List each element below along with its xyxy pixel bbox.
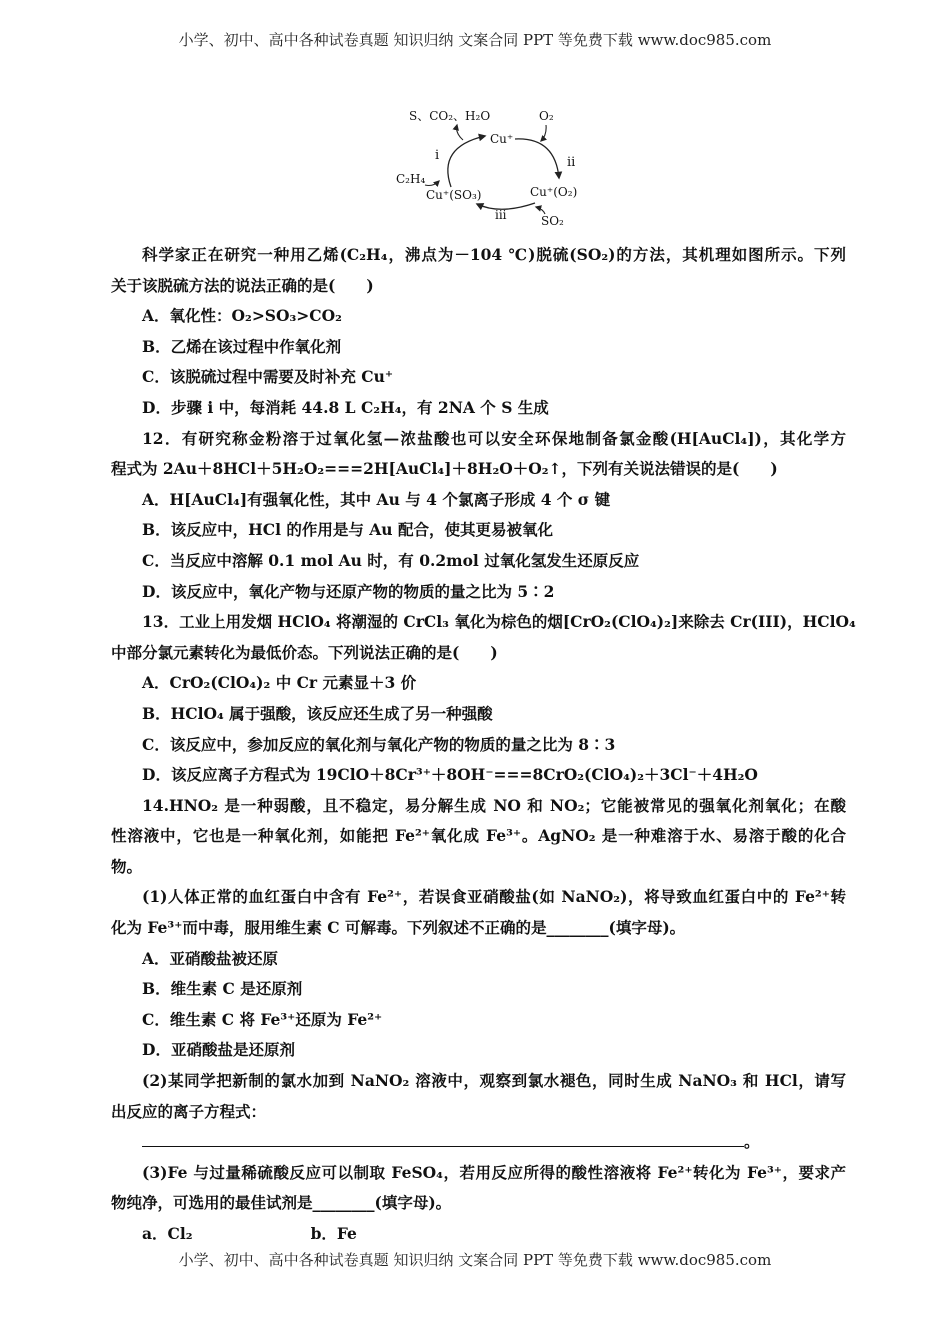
q11-option-c: C．该脱硫过程中需要及时补充 Cu⁺	[142, 367, 394, 387]
q12-option-c: C．当反应中溶解 0.1 mol Au 时，有 0.2mol 过氧化氢发生还原反应	[142, 550, 640, 570]
so2-entry-arrow	[536, 207, 545, 214]
q14-part3-options-row	[111, 1219, 846, 1250]
cycle-arc-top-right	[515, 139, 559, 178]
answer-blank-line[interactable]	[142, 1130, 744, 1147]
diagram-step-i-label: i	[435, 148, 440, 163]
q12-stem-line2: 程式为 2Au＋8HCl＋5H₂O₂===2H[AuCl₄]＋8H₂O＋O₂↑，下列有关说法错误的是( )	[111, 459, 778, 479]
q13-option-b: B．HClO₄ 属于强酸，该反应还生成了另一种强酸	[142, 703, 493, 723]
q13-option-a: A．CrO₂(ClO₄)₂ 中 Cr 元素显＋3 价	[142, 673, 417, 693]
q14-part3-option-a: a．Cl₂	[142, 1224, 193, 1243]
diagram-cu-so3-label: Cu⁺(SO₃)	[426, 188, 482, 202]
answer-end-mark: 。	[744, 1132, 760, 1152]
q14-part3-line2: 物纯净，可选用的最佳试剂是________(填字母)。	[111, 1193, 452, 1213]
q14-part2-line2: 出反应的离子方程式：	[111, 1101, 267, 1121]
q12-option-d: D．该反应中，氧化产物与还原产物的物质的量之比为 5∶2	[142, 581, 555, 601]
diagram-step-ii-label: ii	[567, 155, 576, 170]
q14-part1-option-a: A．亚硝酸盐被还原	[142, 948, 279, 968]
q14-part3-line1: (3)Fe 与过量稀硫酸反应可以制取 FeSO₄，若用反应所得的酸性溶液将 Fe²⁺转化为 Fe³⁺，要求产	[142, 1162, 846, 1182]
o2-entry-arrow	[541, 125, 546, 141]
q13-stem-line1: 13．工业上用发烟 HClO₄ 将潮湿的 CrCl₃ 氧化为棕色的烟[CrO₂(ClO₄)₂]来除去 Cr(III)，HClO₄	[142, 612, 856, 632]
q14-part2-line1: (2)某同学把新制的氯水加到 NaNO₂ 溶液中，观察到氯水褪色，同时生成 NaNO₃ 和 HCl，请写	[142, 1071, 846, 1091]
q14-part1-line1: (1)人体正常的血红蛋白中含有 Fe²⁺，若误食亚硝酸盐(如 NaNO₂)，将导致血红蛋白中的 Fe²⁺转	[142, 887, 846, 907]
q11-option-b: B．乙烯在该过程中作氧化剂	[142, 336, 342, 356]
q14-part1-line2: 化为 Fe³⁺而中毒，服用维生素 C 可解毒。下列叙述不正确的是________(填字母)。	[111, 918, 686, 938]
mechanism-diagram	[395, 103, 595, 233]
diagram-step-iii-label: iii	[495, 208, 507, 222]
q12-stem-line1: 12．有研究称金粉溶于过氧化氢—浓盐酸也可以安全环保地制备氯金酸(H[AuCl₄])，其化学方	[142, 428, 846, 448]
c2h4-entry-arrow	[425, 181, 439, 186]
q14-intro-line2: 性溶液中，它也是一种氧化剂，如能把 Fe²⁺氧化成 Fe³⁺。AgNO₂ 是一种难溶于水、易溶于酸的化合	[111, 826, 846, 846]
q11-option-d: D．步骤 i 中，每消耗 44.8 L C₂H₄，有 2NA 个 S 生成	[142, 397, 549, 417]
q14-part2-answer-row	[111, 1127, 846, 1158]
q14-part1-option-b: B．维生素 C 是还原剂	[142, 979, 303, 999]
q11-option-a: A．氧化性：O₂>SO₃>CO₂	[142, 306, 342, 326]
page-footer: 小学、初中、高中各种试卷真题 知识归纳 文案合同 PPT 等免费下载 www.doc985.com	[178, 1251, 772, 1269]
q14-intro-line1: 14.HNO₂ 是一种弱酸，且不稳定，易分解生成 NO 和 NO₂；它能被常见的强氧化剂氧化；在酸	[142, 795, 846, 815]
q11-stem-line1: 科学家正在研究一种用乙烯(C₂H₄，沸点为－104 ℃)脱硫(SO₂)的方法，其机理如图所示。下列	[142, 245, 846, 264]
diagram-cu-o2-label: Cu⁺(O₂)	[530, 185, 578, 199]
q12-option-a: A．H[AuCl₄]有强氧化性，其中 Au 与 4 个氯离子形成 4 个 σ 键	[142, 489, 611, 509]
q12-option-b: B．该反应中，HCl 的作用是与 Au 配合，使其更易被氧化	[142, 520, 553, 540]
q14-intro-line3: 物。	[111, 856, 143, 876]
cycle-arc-left	[448, 136, 485, 187]
q14-part1-option-c: C．维生素 C 将 Fe³⁺还原为 Fe²⁺	[142, 1009, 383, 1029]
diagram-cu-top-label: Cu⁺	[490, 132, 514, 146]
q13-option-d: D．该反应离子方程式为 19ClO＋8Cr³⁺＋8OH⁻===8CrO₂(ClO₄)₂＋3Cl⁻＋4H₂O	[142, 765, 758, 785]
diagram-c2h4-label: C₂H₄	[396, 172, 426, 186]
diagram-products-label: S、CO₂、H₂O	[409, 109, 491, 123]
question-content	[111, 240, 856, 1250]
page-header: 小学、初中、高中各种试卷真题 知识归纳 文案合同 PPT 等免费下载 www.doc985.com	[178, 31, 772, 49]
q14-part1-option-d: D．亚硝酸盐是还原剂	[142, 1040, 295, 1060]
products-exit-arrow	[457, 125, 463, 140]
q13-stem-line2: 中部分氯元素转化为最低价态。下列说法正确的是( )	[111, 642, 498, 662]
q14-part3-option-b: b．Fe	[310, 1224, 357, 1243]
q13-option-c: C．该反应中，参加反应的氧化剂与氧化产物的物质的量之比为 8∶3	[142, 734, 616, 754]
diagram-so2-label: SO₂	[541, 214, 564, 228]
diagram-o2-label: O₂	[539, 109, 554, 123]
q11-stem-line2: 关于该脱硫方法的说法正确的是( )	[111, 275, 374, 295]
